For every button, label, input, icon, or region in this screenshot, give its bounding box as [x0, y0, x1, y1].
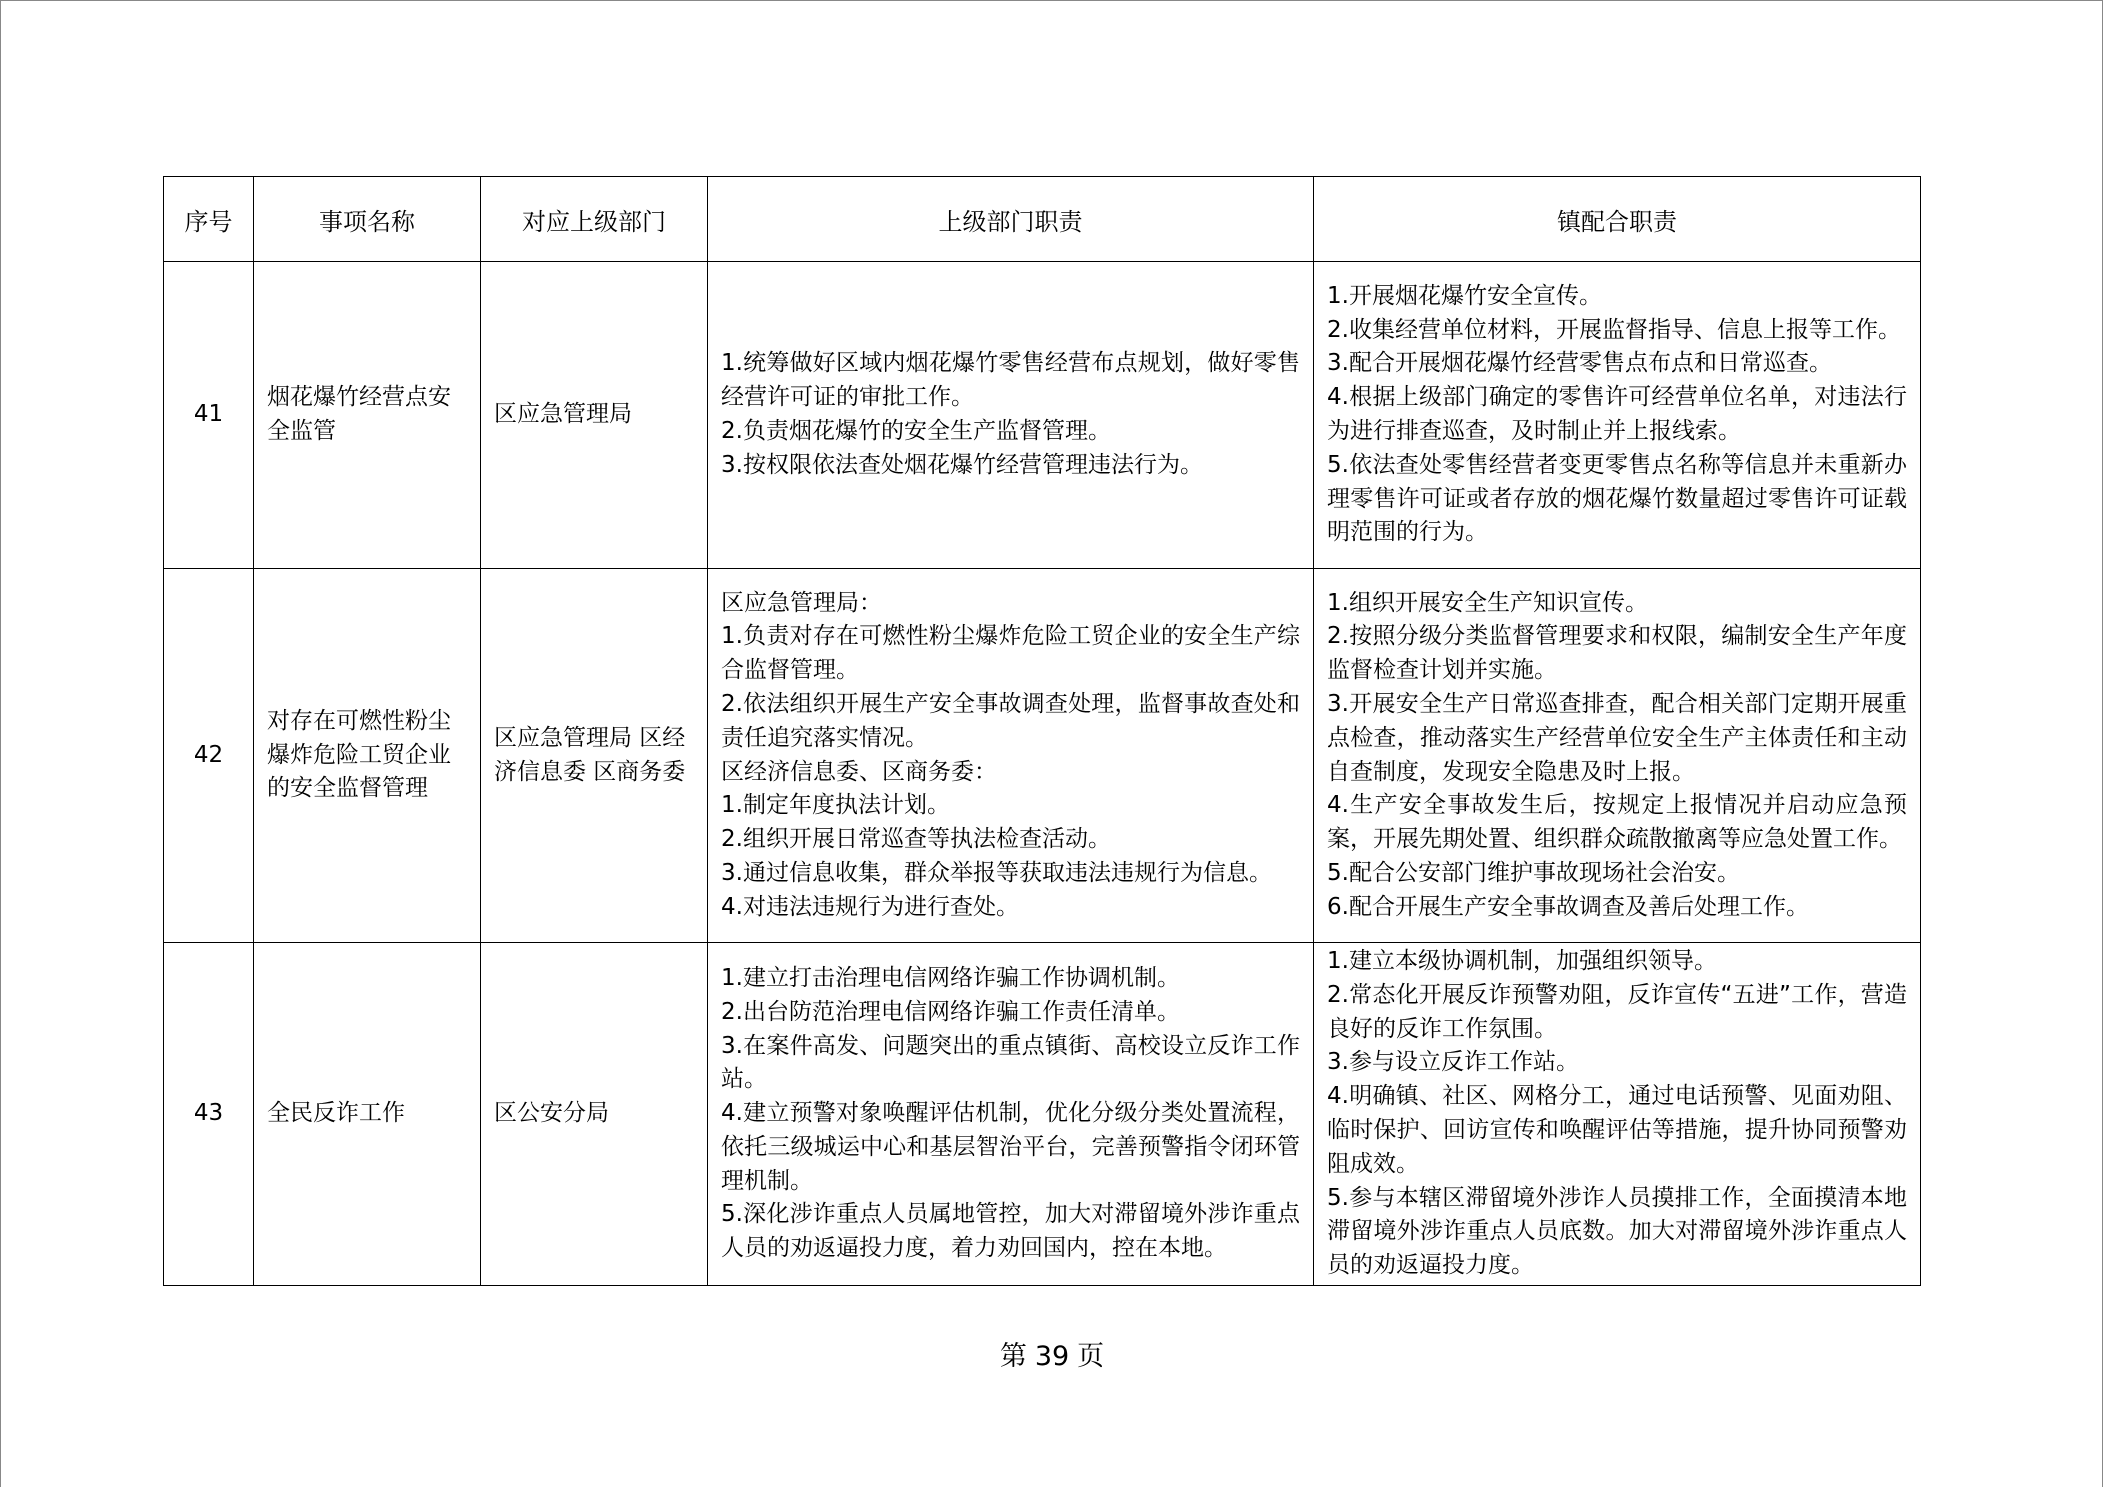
page-footer: [0, 1334, 2104, 1373]
town-duties: [1314, 569, 1921, 943]
header-item: 事项名称: [254, 177, 481, 262]
item-name: 对存在可燃性粉尘爆炸危险工贸企业的安全监督管理: [254, 569, 481, 943]
item-name: 全民反诈工作: [254, 943, 481, 1286]
duty-line: 1.负责对存在可燃性粉尘爆炸危险工贸企业的安全生产综合监督管理。: [721, 623, 1300, 684]
header-dept: 对应上级部门: [481, 177, 708, 262]
duty-line: 5.深化涉诈重点人员属地管控，加大对滞留境外涉诈重点人员的劝返逼投力度，着力劝回国内，控在本地。: [721, 1201, 1300, 1262]
header-town-duties: 镇配合职责: [1314, 177, 1921, 262]
page-number: 39: [1034, 1341, 1070, 1372]
footer-prefix: 第: [999, 1341, 1027, 1372]
duty-line: 3.开展安全生产日常巡查排查，配合相关部门定期开展重点检查，推动落实生产经营单位安全生产主体责任和主动自查制度，发现安全隐患及时上报。: [1327, 690, 1907, 785]
duty-line: 5.参与本辖区滞留境外涉诈人员摸排工作，全面摸清本地滞留境外涉诈重点人员底数。加大对滞留境外涉诈重点人员的劝返逼投力度。: [1327, 1184, 1907, 1279]
superior-duties: [708, 262, 1314, 569]
duty-line: 4.对违法违规行为进行查处。: [721, 893, 1019, 920]
duty-line: 2.出台防范治理电信网络诈骗工作责任清单。: [721, 998, 1180, 1025]
town-duties: [1314, 262, 1921, 569]
row-number: 43: [164, 943, 254, 1286]
superior-dept: 区应急管理局 区经济信息委 区商务委: [481, 569, 708, 943]
duty-line: 3.配合开展烟花爆竹经营零售点布点和日常巡查。: [1327, 350, 1832, 377]
item-name: 烟花爆竹经营点安全监管: [254, 262, 481, 569]
row-number: 41: [164, 262, 254, 569]
duty-line: 区应急管理局：: [721, 589, 882, 616]
duty-line: 5.配合公安部门维护事故现场社会治安。: [1327, 859, 1740, 886]
duty-line: 1.建立打击治理电信网络诈骗工作协调机制。: [721, 964, 1180, 991]
duty-line: 2.依法组织开展生产安全事故调查处理，监督事故查处和责任追究落实情况。: [721, 690, 1300, 751]
superior-duties: [708, 569, 1314, 943]
superior-dept: 区公安分局: [481, 943, 708, 1286]
duty-line: 4.建立预警对象唤醒评估机制，优化分级分类处置流程，依托三级城运中心和基层智治平台，完善预警指令闭环管理机制。: [721, 1100, 1300, 1194]
duty-line: 4.明确镇、社区、网格分工，通过电话预警、见面劝阻、临时保护、回访宣传和唤醒评估等措施，提升协同预警劝阻成效。: [1327, 1083, 1907, 1177]
duty-line: 2.常态化开展反诈预警劝阻，反诈宣传“五进”工作，营造良好的反诈工作氛围。: [1327, 981, 1907, 1042]
duty-line: 5.依法查处零售经营者变更零售点名称等信息并未重新办理零售许可证或者存放的烟花爆竹数量超过零售许可证载明范围的行为。: [1327, 451, 1907, 546]
duty-line: 1.组织开展安全生产知识宣传。: [1327, 589, 1648, 616]
duty-line: 区经济信息委、区商务委：: [721, 758, 997, 785]
duty-line: 3.通过信息收集，群众举报等获取违法违规行为信息。: [721, 859, 1272, 886]
duty-line: 1.制定年度执法计划。: [721, 792, 950, 819]
duty-line: 2.收集经营单位材料，开展监督指导、信息上报等工作。: [1327, 316, 1901, 343]
header-no: 序号: [164, 177, 254, 262]
duty-line: 2.组织开展日常巡查等执法检查活动。: [721, 826, 1111, 853]
duty-line: 3.参与设立反诈工作站。: [1327, 1049, 1579, 1076]
duty-line: 1.开展烟花爆竹安全宣传。: [1327, 282, 1602, 309]
duty-line: 2.负责烟花爆竹的安全生产监督管理。: [721, 418, 1111, 444]
table-row: [164, 943, 1921, 1286]
superior-duties: [708, 943, 1314, 1286]
row-number: 42: [164, 569, 254, 943]
duty-line: 1.建立本级协调机制，加强组织领导。: [1327, 948, 1717, 975]
superior-dept: 区应急管理局: [481, 262, 708, 569]
duty-line: 4.根据上级部门确定的零售许可经营单位名单，对违法行为进行排查巡查，及时制止并上报线索。: [1327, 384, 1907, 444]
duty-line: 3.在案件高发、问题突出的重点镇街、高校设立反诈工作站。: [721, 1032, 1300, 1093]
duty-line: 6.配合开展生产安全事故调查及善后处理工作。: [1327, 893, 1809, 920]
table-row: [164, 262, 1921, 569]
table-row: [164, 569, 1921, 943]
duty-line: 2.按照分级分类监督管理要求和权限，编制安全生产年度监督检查计划并实施。: [1327, 623, 1907, 684]
duty-table: [163, 176, 1921, 1286]
header-superior-duties: 上级部门职责: [708, 177, 1314, 262]
duty-line: 1.统筹做好区域内烟花爆竹零售经营布点规划，做好零售经营许可证的审批工作。: [721, 350, 1300, 411]
town-duties: [1314, 943, 1921, 1286]
footer-suffix: 页: [1077, 1341, 1105, 1372]
duty-line: 3.按权限依法查处烟花爆竹经营管理违法行为。: [721, 451, 1203, 478]
table-header-row: [164, 177, 1921, 262]
duty-line: 4.生产安全事故发生后，按规定上报情况并启动应急预案，开展先期处置、组织群众疏散撤离等应急处置工作。: [1327, 792, 1907, 853]
